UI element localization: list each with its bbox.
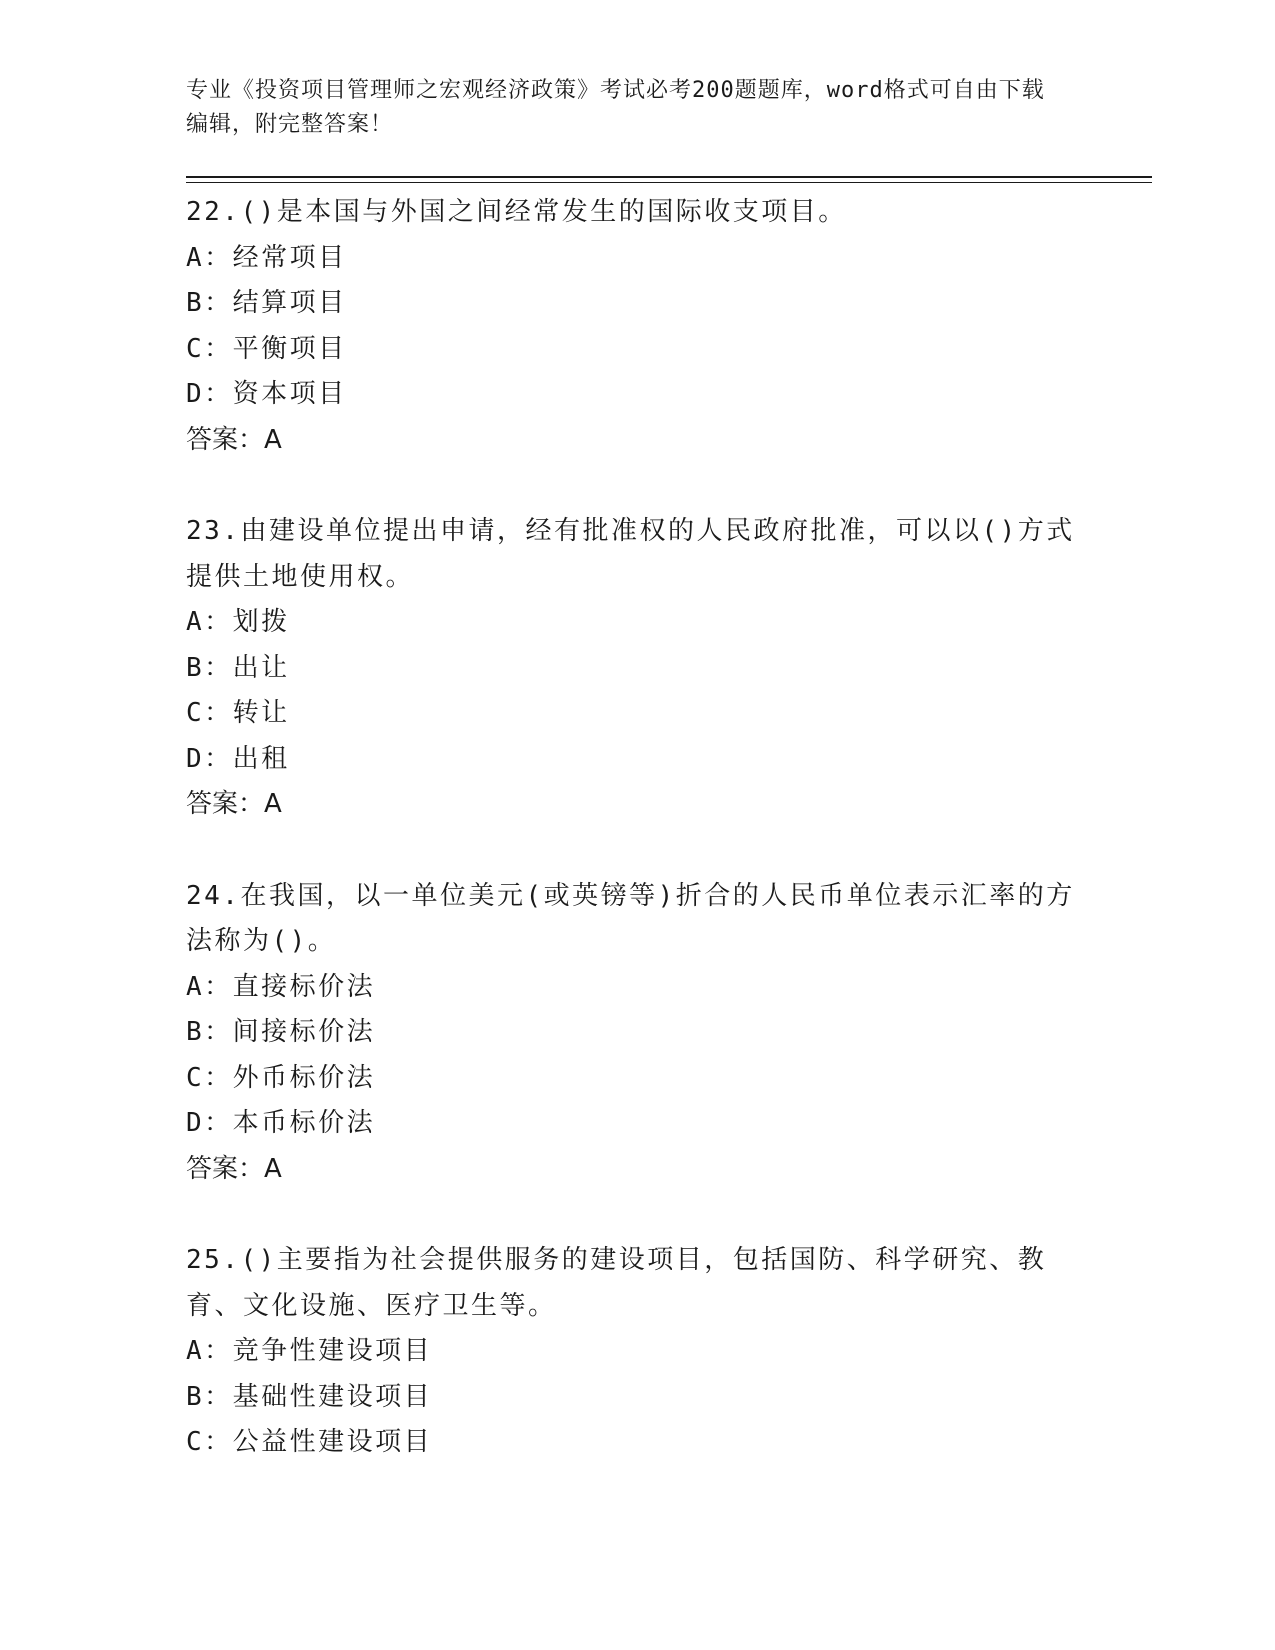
option-d: D：资本项目 [186, 379, 347, 409]
question-stem: 23.由建设单位提出申请，经有批准权的人民政府批准，可以以()方式提供土地使用权。 [186, 516, 1075, 592]
answer-line: 答案：A [186, 789, 282, 819]
header-divider-thin [186, 182, 1152, 183]
option-c: C：外币标价法 [186, 1062, 376, 1093]
question-list [186, 190, 1086, 1512]
header-divider [186, 176, 1152, 178]
option-d: D：出租 [186, 743, 290, 774]
option-c: C：平衡项目 [186, 333, 347, 364]
option-d: D：本币标价法 [186, 1108, 376, 1138]
option-b: B：基础性建设项目 [186, 1381, 433, 1412]
option-a: A：直接标价法 [186, 971, 376, 1002]
option-a: A：经常项目 [186, 242, 347, 273]
question-23 [186, 509, 1086, 828]
option-b: B：出让 [186, 652, 290, 683]
option-c: C：转让 [186, 698, 290, 728]
option-c: C：公益性建设项目 [186, 1427, 433, 1457]
option-b: B：间接标价法 [186, 1017, 376, 1047]
question-22 [186, 190, 1086, 463]
question-25 [186, 1238, 1086, 1466]
option-a: A：划拨 [186, 607, 290, 637]
question-stem: 22.()是本国与外国之间经常发生的国际收支项目。 [186, 197, 847, 227]
question-stem: 24.在我国，以一单位美元(或英镑等)折合的人民币单位表示汇率的方法称为()。 [186, 880, 1075, 956]
question-24 [186, 874, 1086, 1193]
answer-line: 答案：A [186, 424, 282, 455]
document-header: 专业《投资项目管理师之宏观经济政策》考试必考200题题库，word格式可自由下载编辑，附完整答案！ [186, 78, 1045, 137]
option-b: B：结算项目 [186, 288, 347, 318]
question-stem: 25.()主要指为社会提供服务的建设项目，包括国防、科学研究、教育、文化设施、医疗卫生等。 [186, 1245, 1047, 1321]
answer-line: 答案：A [186, 1153, 282, 1184]
option-a: A：竞争性建设项目 [186, 1336, 433, 1366]
